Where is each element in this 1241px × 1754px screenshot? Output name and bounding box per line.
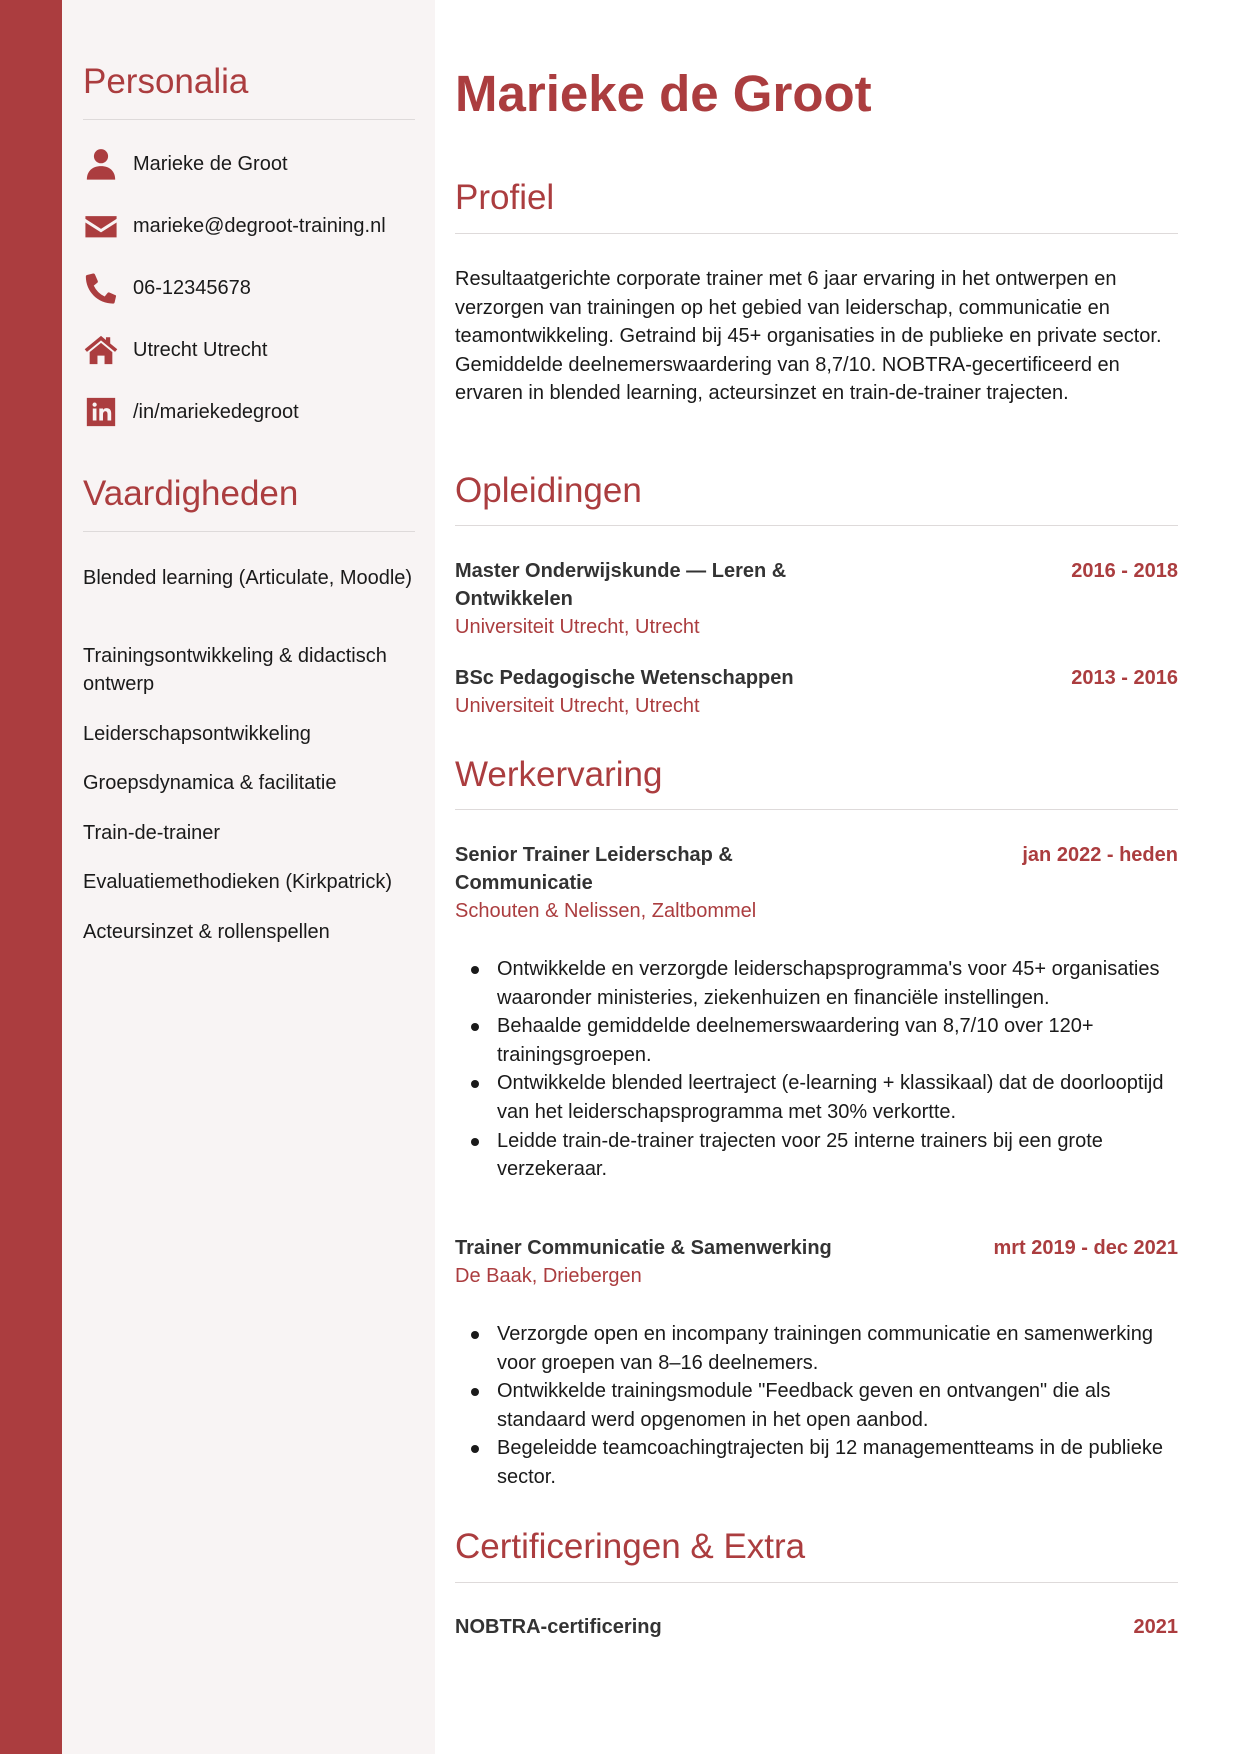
- envelope-icon: [83, 208, 119, 244]
- work-title: Senior Trainer Leiderschap & Communicatie: [455, 844, 733, 894]
- phone-icon: [83, 270, 119, 306]
- skill-item: Train-de-trainer: [83, 822, 221, 844]
- work-divider: [455, 809, 1178, 810]
- skill-item: Groepsdynamica & facilitatie: [83, 772, 337, 794]
- profile-heading: Profiel: [455, 178, 555, 217]
- skill-item: Acteursinzet & rollenspellen: [83, 921, 330, 943]
- contact-phone[interactable]: [83, 268, 415, 308]
- education-date: 2013 - 2016: [1071, 667, 1178, 689]
- skill-item: Leiderschapsontwikkeling: [83, 723, 311, 745]
- profile-text: Resultaatgerichte corporate trainer met 6 jaar ervaring in het ontwerpen en verzorgen van trainingen op het gebied van leiderschap, communicatie en teamontwikkeling. Getraind bij 45+ organisaties in de publieke en private sector. Gemiddelde deelnemerswaardering van 8,7/10. NOBTRA-gecertificeerd en ervaren in blended learning, acteursinzet en train-de-trainer trajecten.: [455, 268, 1162, 405]
- work-bullet: Ontwikkelde trainingsmodule "Feedback geven en ontvangen" die als standaard werd opgenomen in het open aanbod.: [455, 1377, 1178, 1434]
- work-bullet: Behaalde gemiddelde deelnemerswaardering van 8,7/10 over 120+ trainingsgroepen.: [455, 1012, 1178, 1069]
- cert-title: NOBTRA-certificering: [455, 1616, 662, 1638]
- work-heading: Werkervaring: [455, 755, 663, 794]
- contact-email-text[interactable]: marieke@degroot-training.nl: [133, 214, 386, 237]
- work-employer: Schouten & Nelissen, Zaltbommel: [455, 900, 757, 922]
- certs-divider: [455, 1582, 1178, 1583]
- work-employer: De Baak, Driebergen: [455, 1265, 642, 1287]
- work-bullet: Ontwikkelde blended leertraject (e-learning + klassikaal) dat de doorlooptijd van het leiderschapsprogramma met 30% verkortte.: [455, 1069, 1178, 1126]
- work-bullet: Verzorgde open en incompany trainingen communicatie en samenwerking voor groepen van 8–16 deelnemers.: [455, 1320, 1178, 1377]
- candidate-name: Marieke de Groot: [455, 65, 872, 122]
- certs-heading: Certificeringen & Extra: [455, 1527, 806, 1566]
- work-bullet: Ontwikkelde en verzorgde leiderschapsprogramma's voor 45+ organisaties waaronder ministeries, ziekenhuizen en financiële instellingen.: [455, 955, 1178, 1012]
- work-bullet: Leidde train-de-trainer trajecten voor 25 interne trainers bij een grote verzekeraar.: [455, 1127, 1178, 1184]
- skill-item: Trainingsontwikkeling & didactisch ontwerp: [83, 645, 387, 695]
- linkedin-icon: [83, 394, 119, 430]
- cert-date: 2021: [1133, 1616, 1178, 1638]
- profile-divider: [455, 233, 1178, 234]
- education-institution: Universiteit Utrecht, Utrecht: [455, 695, 700, 717]
- work-date: jan 2022 - heden: [1022, 844, 1178, 866]
- skill-item: Blended learning (Articulate, Moodle): [83, 567, 413, 589]
- work-bullets: [455, 1320, 1178, 1492]
- contact-linkedin-text[interactable]: /in/mariekedegroot: [133, 400, 299, 423]
- contact-linkedin[interactable]: [83, 392, 415, 432]
- work-bullets: [455, 955, 1178, 1184]
- education-heading: Opleidingen: [455, 471, 642, 510]
- work-title: Trainer Communicatie & Samenwerking: [455, 1237, 832, 1259]
- education-date: 2016 - 2018: [1071, 560, 1178, 582]
- contact-name: [83, 144, 415, 184]
- home-icon: [83, 332, 119, 368]
- work-date: mrt 2019 - dec 2021: [993, 1237, 1178, 1259]
- skill-item: Evaluatiemethodieken (Kirkpatrick): [83, 871, 393, 893]
- education-divider: [455, 525, 1178, 526]
- sidebar: [62, 0, 435, 1754]
- contact-phone-text[interactable]: 06-12345678: [133, 276, 251, 299]
- education-title: BSc Pedagogische Wetenschappen: [455, 667, 794, 689]
- education-institution: Universiteit Utrecht, Utrecht: [455, 616, 700, 638]
- work-bullet: Begeleidde teamcoachingtrajecten bij 12 managementteams in de publieke sector.: [455, 1434, 1178, 1491]
- education-title: Master Onderwijskunde — Leren & Ontwikkelen: [455, 560, 787, 610]
- contact-name-text: Marieke de Groot: [133, 152, 288, 175]
- personal-heading: Personalia: [83, 62, 249, 101]
- accent-stripe: [0, 0, 62, 1754]
- skills-divider: [83, 531, 415, 532]
- skills-heading: Vaardigheden: [83, 474, 299, 513]
- contact-location: [83, 330, 415, 370]
- contact-email[interactable]: [83, 206, 415, 246]
- personal-divider: [83, 119, 415, 120]
- user-icon: [83, 146, 119, 182]
- contact-location-text: Utrecht Utrecht: [133, 338, 268, 361]
